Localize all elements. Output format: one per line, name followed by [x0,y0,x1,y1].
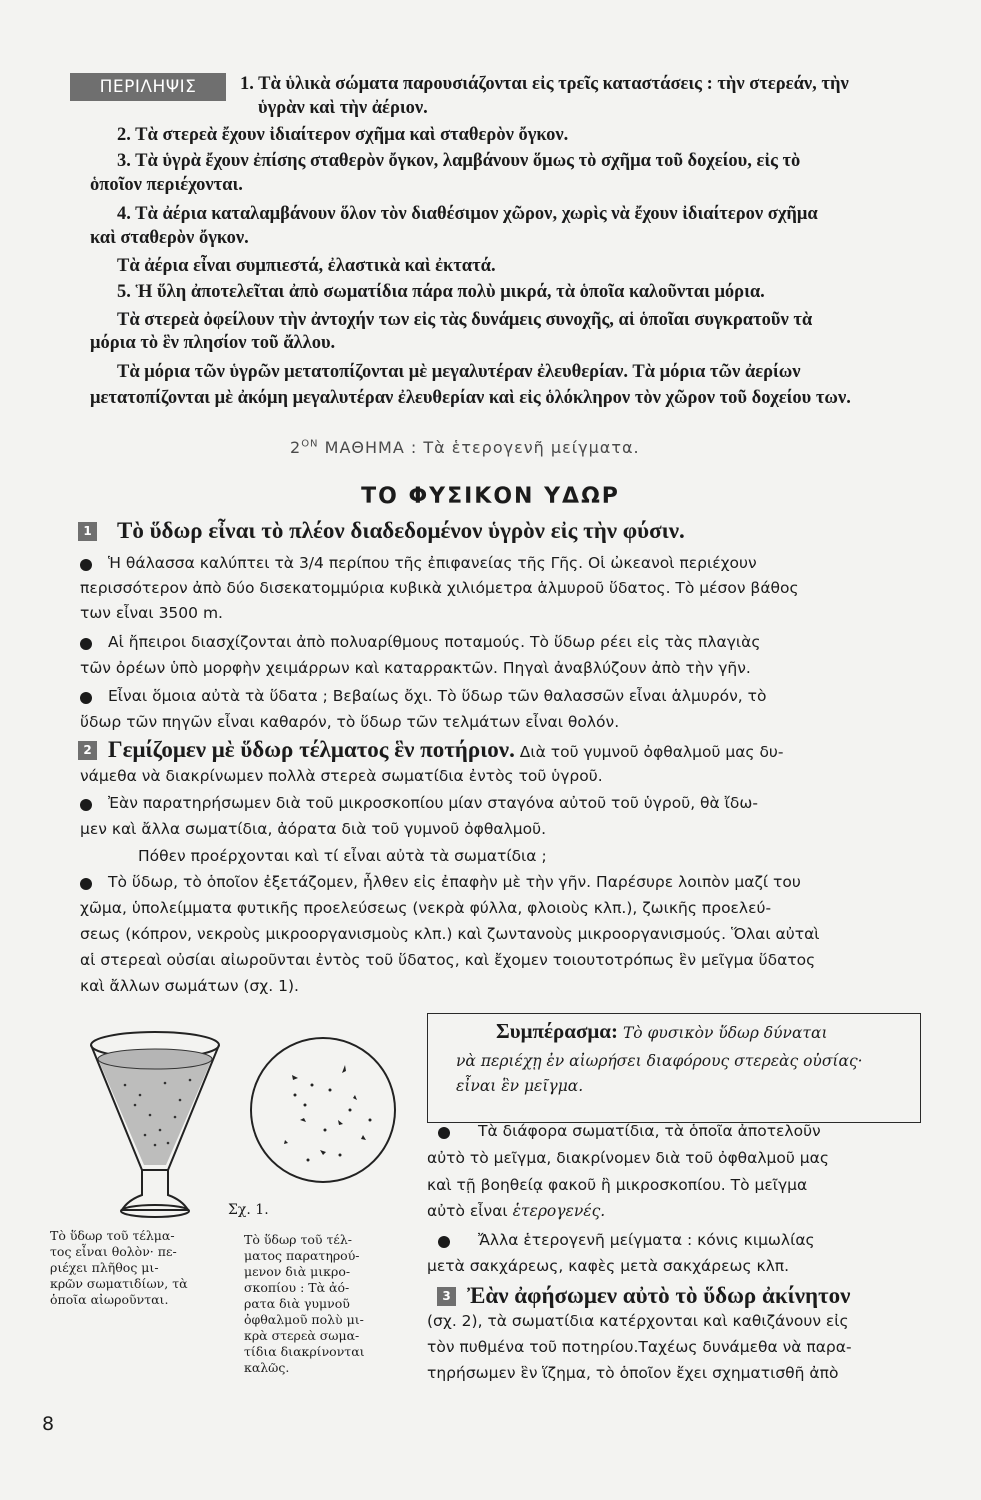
body-line: Ἐὰν παρατηρήσωμεν διὰ τοῦ μικροσκοπίου μίαν σταγόνα αὐτοῦ τοῦ ὑγροῦ, θὰ ἴδω- [108,794,758,812]
bullet-icon [80,878,92,890]
summary-line: Τὰ στερεὰ ὀφείλουν τὴν ἀντοχήν των εἰς τὰς δυνάμεις συνοχῆς, αἱ ὁποῖαι συγκρατοῦν τὰ [117,310,813,330]
body-line: ὕδωρ τῶν πηγῶν εἶναι καθαρόν, τὸ ὕδωρ τῶν τελμάτων εἶναι θολόν. [80,713,620,731]
summary-line: ὑγρὰν καὶ τὴν ἀέριον. [258,98,428,118]
section-number-badge: 1 [78,522,97,541]
summary-line: καὶ σταθερὸν ὄγκον. [90,228,249,248]
caption-line: τίδια διακρίνονται [244,1344,365,1359]
lesson-title: ΜΑΘΗΜΑ : Τὰ ἑτερογενῆ μείγματα. [318,438,640,457]
body-line: Τὸ ὕδωρ, τὸ ὁποῖον ἐξετάζομεν, ἦλθεν εἰς ἐπαφὴν μὲ τὴν γῆν. Παρέσυρε λοιπὸν μαζί του [108,873,801,891]
figure-label: Σχ. 1. [228,1202,269,1218]
section-number-badge: 2 [78,741,97,760]
section-heading: Ἐὰν ἀφήσωμεν αὐτὸ τὸ ὕδωρ ἀκίνητον [467,1283,851,1308]
body-text: αὐτὸ εἶναι [427,1202,508,1220]
caption-line: ὀφθαλμοῦ πολὺ μι- [244,1312,364,1327]
body-line: μεν καὶ ἄλλα σωματίδια, ἀόρατα διὰ τοῦ γυμνοῦ ὀφθαλμοῦ. [80,820,546,838]
caption-line: κρὰ στερεὰ σωμα- [244,1328,360,1343]
body-line: Τὰ διάφορα σωματίδια, τὰ ὁποῖα ἀποτελοῦν [478,1122,821,1140]
lesson-number: 2 [290,438,302,457]
body-line: καὶ ἄλλων σωμάτων (σχ. 1). [80,977,299,995]
body-line: αὐτὸ τὸ μεῖγμα, διακρίνομεν διὰ τοῦ ὀφθαλμοῦ μας [427,1149,829,1167]
body-line: περισσότερον ἀπὸ δύο δισεκατομμύρια κυβικὰ χιλιόμετρα ἁλμυροῦ ὕδατος. Τὸ μέσον βάθος [80,579,799,597]
body-line: αἱ στερεαὶ οὐσίαι αἰωροῦνται ἐντὸς τοῦ ὕδατος, καὶ ἔχομεν τοιουτοτρόπως ἓν μεῖγμα ὕδατος [80,951,816,969]
caption-line: ρατα διὰ γυμνοῦ [244,1296,350,1311]
page-number: 8 [42,1413,55,1435]
section-heading [108,736,783,766]
caption-line: ματος παρατηρού- [244,1248,360,1263]
bullet-icon [80,559,92,571]
summary-line: Τὰ μόρια τῶν ὑγρῶν μετατοπίζονται μὲ μεγαλυτέραν ἐλευθερίαν. Τὰ μόρια τῶν ἀερίων [117,362,801,382]
section-heading: Τὸ ὕδωρ εἶναι τὸ πλέον διαδεδομένον ὑγρὸν εἰς τὴν φύσιν. [117,518,685,543]
section-heading-rest: Διὰ τοῦ γυμνοῦ ὀφθαλμοῦ μας δυ- [514,743,784,761]
body-line: των εἶναι 3500 m. [80,604,223,622]
body-line [427,1200,605,1222]
caption-line: καλῶς. [244,1360,290,1375]
microscope-view-icon [251,1038,395,1182]
body-line: Ἄλλα ἑτερογενῆ μείγματα : κόνις κιμωλίας [478,1231,815,1249]
body-line: Αἱ ἤπειροι διασχίζονται ἀπὸ πολυαρίθμους ποταμούς. Τὸ ὕδωρ ρέει εἰς τὰς πλαγιὰς [108,633,761,651]
conclusion-line [496,1020,828,1044]
body-line: χῶμα, ὑπολείμματα φυτικῆς προελεύσεως (νεκρὰ φύλλα, φλοιοὺς κλπ.), ζωικῆς προελεύ- [80,899,772,917]
body-line: τὸν πυθμένα τοῦ ποτηρίου.Ταχέως δυνάμεθα νὰ παρα- [427,1338,852,1356]
chapter-title: ΤΟ ΦΥΣΙΚΟΝ ΥΔΩΡ [361,484,620,509]
summary-line: ὁποῖον περιέχονται. [90,175,243,195]
lesson-sup: ΟΝ [301,438,319,450]
bullet-icon [80,692,92,704]
figure-illustration [80,1025,400,1225]
glass-of-muddy-water-icon [91,1032,219,1217]
body-line: Ἡ θάλασσα καλύπτει τὰ 3/4 περίπου τῆς ἐπιφανείας τῆς Γῆς. Οἱ ὠκεανοὶ περιέχουν [108,554,757,572]
summary-line: 2. Τὰ στερεὰ ἔχουν ἰδιαίτερον σχῆμα καὶ σταθερὸν ὄγκον. [117,125,569,145]
section-number-badge: 3 [437,1287,456,1306]
summary-line: 3. Τὰ ὑγρὰ ἔχουν ἐπίσης σταθερὸν ὄγκον, λαμβάνουν ὅμως τὸ σχῆμα τοῦ δοχείου, εἰς τὸ [117,151,801,171]
summary-line: 5. Ἡ ὕλη ἀποτελεῖται ἀπὸ σωματίδια πάρα πολὺ μικρά, τὰ ὁποῖα καλοῦνται μόρια. [117,282,765,302]
body-line: Πόθεν προέρχονται καὶ τί εἶναι αὐτὰ τὰ σωματίδια ; [138,847,547,865]
body-line: καὶ τῇ βοηθείᾳ φακοῦ ἢ μικροσκοπίου. Τὸ μεῖγμα [427,1176,808,1194]
lesson-heading [290,438,640,457]
summary-line: 1. Τὰ ὑλικὰ σώματα παρουσιάζονται εἰς τρεῖς καταστάσεις : τὴν στερεάν, τὴν [240,74,849,94]
summary-line: Τὰ ἀέρια εἶναι συμπιεστά, ἐλαστικὰ καὶ ἐκτατά. [117,256,496,276]
caption-line: μενον διὰ μικρο- [244,1264,351,1279]
body-line: μετὰ σακχάρεως, καφὲς μετὰ σακχάρεως κλπ. [427,1257,790,1275]
conclusion-line: εἶναι ἓν μεῖγμα. [456,1077,584,1095]
body-line: τηρήσωμεν ἓν ἵζημα, τὸ ὁποῖον ἔχει σχηματισθῆ ἀπὸ [427,1364,839,1382]
caption-line: σκοπίου : Τὰ ἀό- [244,1280,350,1295]
caption-line: ριέχει πλῆθος μι- [50,1260,159,1275]
italic-term: ἑτερογενές. [512,1202,606,1220]
section-heading-bold: Γεμίζομεν μὲ ὕδωρ τέλματος ἓν ποτήριον. [108,737,515,762]
bullet-icon [80,638,92,650]
caption-line: Τὸ ὕδωρ τοῦ τέλμα- [50,1228,175,1243]
body-line: σεως (κόπρον, νεκροὺς μικροοργανισμοὺς κλπ.) καὶ ζωντανοὺς μικροοργανισμούς. Ὅλαι αὐταὶ [80,925,820,943]
body-line: νάμεθα νὰ διακρίνωμεν πολλὰ στερεὰ σωματίδια ἐντὸς τοῦ ὑγροῦ. [80,767,603,785]
summary-badge: ΠΕΡΙΛΗΨΙΣ [70,73,226,101]
conclusion-label: Συμπέρασμα: [496,1019,619,1043]
bullet-icon [438,1236,450,1248]
conclusion-line: νὰ περιέχῃ ἐν αἰωρήσει διαφόρους στερεὰς οὐσίας· [456,1052,863,1070]
summary-line: μόρια τὸ ἓν πλησίον τοῦ ἄλλου. [90,333,336,353]
caption-line: τος εἶναι θολὸν· πε- [50,1244,177,1259]
body-line: (σχ. 2), τὰ σωματίδια κατέρχονται καὶ καθιζάνουν εἰς [427,1312,849,1330]
summary-line: 4. Τὰ ἀέρια καταλαμβάνουν ὅλον τὸν διαθέσιμον χῶρον, χωρὶς νὰ ἔχουν ἰδιαίτερον σχῆμα [117,204,818,224]
bullet-icon [438,1127,450,1139]
caption-line: Τὸ ὕδωρ τοῦ τέλ- [244,1232,353,1247]
body-line: Εἶναι ὅμοια αὐτὰ τὰ ὕδατα ; Βεβαίως ὄχι. Τὸ ὕδωρ τῶν θαλασσῶν εἶναι ἁλμυρόν, τὸ [108,687,767,705]
body-line: τῶν ὀρέων ὑπὸ μορφὴν χειμάρρων καὶ καταρρακτῶν. Πηγαὶ ἀναβλύζουν ἀπὸ τὴν γῆν. [80,659,751,677]
caption-line: κρῶν σωματιδίων, τὰ [50,1276,188,1291]
bullet-icon [80,799,92,811]
caption-line: ὁποῖα αἰωροῦνται. [50,1292,169,1307]
conclusion-text: Τὸ φυσικὸν ὕδωρ δύναται [622,1024,828,1042]
summary-line: μετατοπίζονται μὲ ἀκόμη μεγαλυτέραν ἐλευθερίαν καὶ εἰς ὁλόκληρον τὸν χῶρον τοῦ δοχείου των. [90,388,851,408]
